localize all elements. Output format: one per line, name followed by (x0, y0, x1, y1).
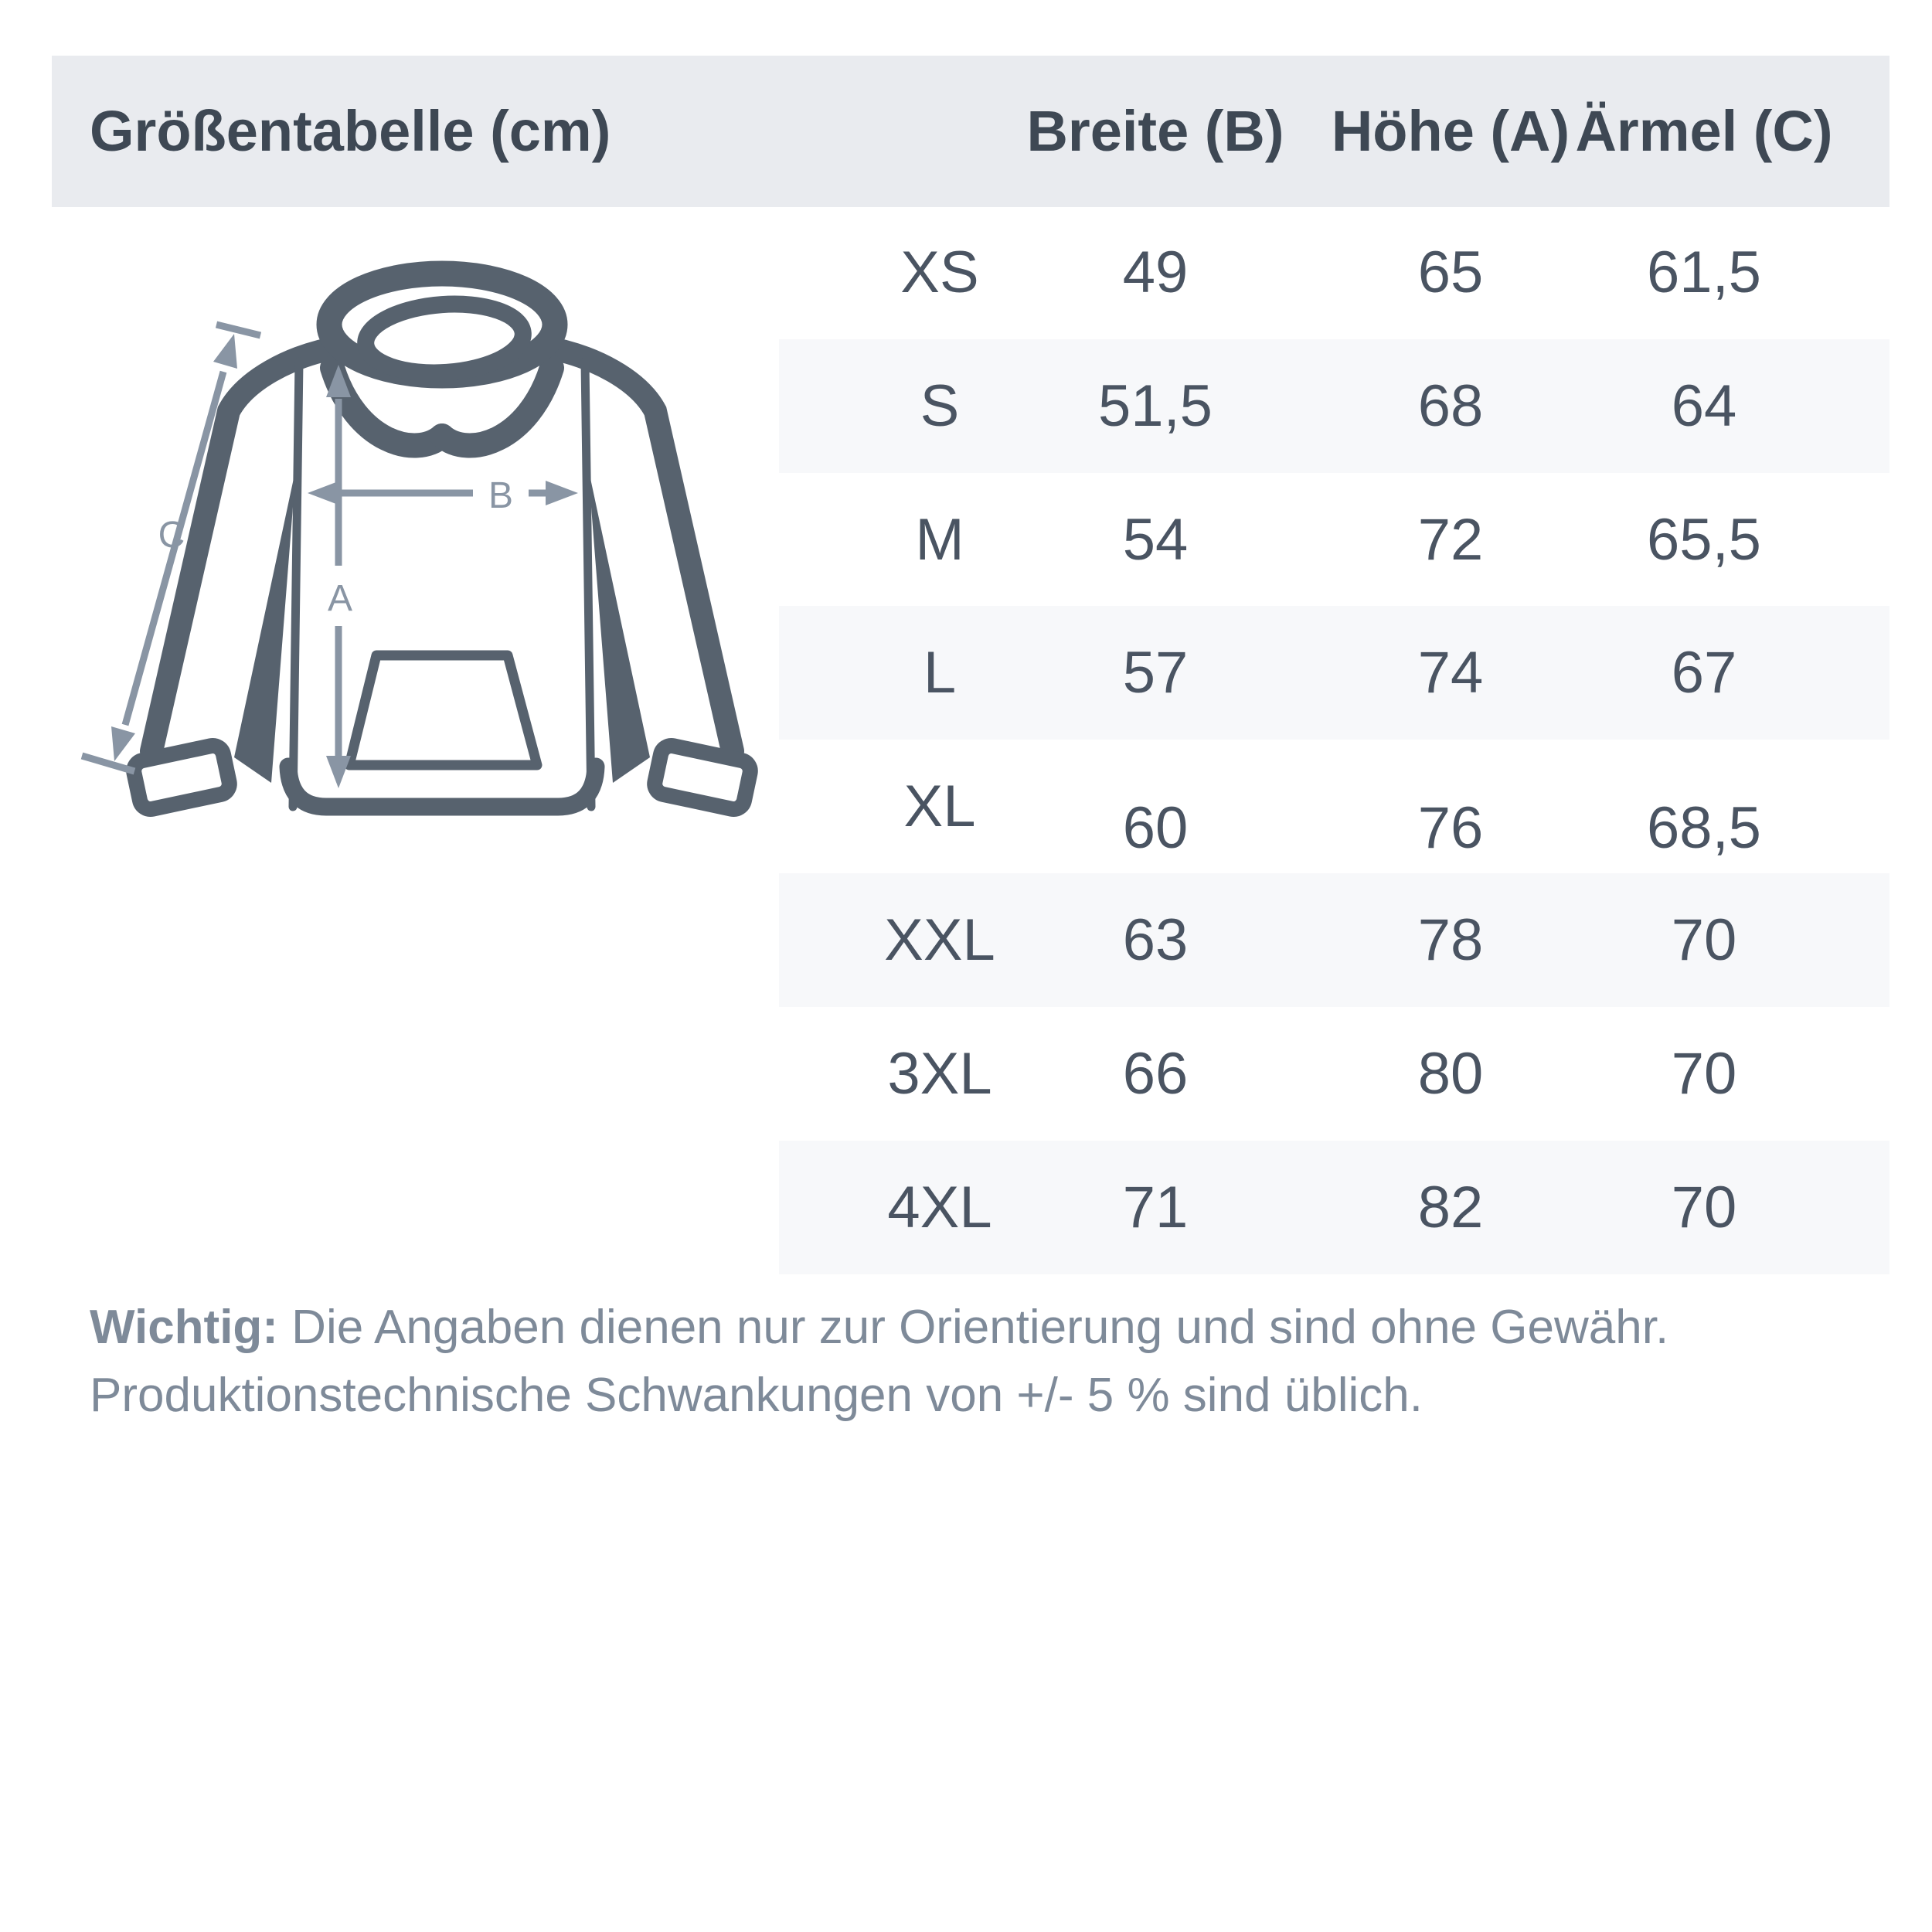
value-breite: 71 (1122, 1174, 1189, 1240)
value-hoehe: 72 (1417, 506, 1484, 573)
size-label: L (923, 640, 957, 706)
value-breite: 57 (1122, 640, 1189, 706)
hoodie-left-armpit-seam (234, 468, 296, 783)
value-hoehe: 82 (1417, 1174, 1484, 1240)
value-breite: 51,5 (1098, 372, 1213, 439)
measure-label-c: C (158, 515, 185, 556)
arrow-down-left-icon (111, 726, 135, 761)
value-hoehe: 65 (1417, 240, 1484, 305)
value-aermel: 68,5 (1647, 795, 1761, 862)
value-aermel: 64 (1671, 372, 1737, 439)
table-row (0, 1141, 1932, 1274)
size-label: M (915, 506, 964, 573)
column-header-breite: Breite (B) (1026, 99, 1284, 163)
disclaimer (90, 1294, 1883, 1430)
size-label: XL (903, 774, 976, 840)
page-title: Größentabelle (cm) (90, 99, 611, 163)
arrow-down-icon (326, 756, 351, 788)
size-label: S (920, 372, 960, 439)
hoodie-right-sleeve (540, 346, 733, 751)
size-label: 4XL (887, 1174, 992, 1240)
value-aermel: 70 (1671, 907, 1737, 973)
value-hoehe: 74 (1417, 640, 1484, 706)
value-hoehe: 78 (1417, 907, 1484, 973)
measure-label-a: A (327, 578, 353, 619)
value-aermel: 67 (1671, 640, 1737, 706)
hoodie-hood-inner-ring (363, 299, 526, 378)
disclaimer-line-1-text: Die Angaben dienen nur zur Orientierung und sind ohne Gewähr. (277, 1301, 1669, 1354)
hoodie-pocket (349, 655, 537, 765)
disclaimer-bold: Wichtig: (90, 1301, 278, 1354)
arrow-left-icon (308, 481, 340, 505)
disclaimer-line-2: Produktionstechnische Schwankungen von +/- 5 % sind üblich. (90, 1369, 1423, 1422)
size-label: 3XL (887, 1040, 992, 1107)
value-aermel: 65,5 (1647, 506, 1761, 573)
measure-c-tick-top (216, 325, 260, 335)
arrow-right-icon (546, 481, 578, 505)
value-aermel: 61,5 (1647, 240, 1761, 305)
column-header-aermel: Ärmel (C) (1575, 99, 1833, 163)
hoodie-body-right-seam (585, 362, 591, 807)
value-aermel: 70 (1671, 1174, 1737, 1240)
disclaimer-line-1 (90, 1294, 1883, 1362)
hoodie-right-cuff (653, 743, 753, 811)
arrow-up-right-icon (213, 334, 237, 369)
hoodie-diagram (46, 216, 788, 866)
value-hoehe: 80 (1417, 1040, 1484, 1107)
value-breite: 54 (1122, 506, 1189, 573)
hoodie-left-cuff (132, 743, 232, 811)
value-breite: 49 (1122, 240, 1189, 305)
hoodie-body-left-seam (293, 362, 299, 807)
hoodie-right-armpit-seam (588, 468, 650, 783)
table-row (0, 873, 1932, 1007)
table-row (0, 1007, 1932, 1141)
column-header-hoehe: Höhe (A) (1331, 99, 1570, 163)
measure-label-b: B (488, 475, 514, 516)
value-hoehe: 68 (1417, 372, 1484, 439)
size-label: XXL (884, 907, 995, 973)
table-header (52, 56, 1889, 207)
size-label: XS (900, 240, 979, 305)
measure-c-tick-bottom (82, 756, 134, 771)
value-breite: 60 (1122, 795, 1189, 862)
value-breite: 66 (1122, 1040, 1189, 1107)
value-aermel: 70 (1671, 1040, 1737, 1107)
value-hoehe: 76 (1417, 795, 1484, 862)
value-breite: 63 (1122, 907, 1189, 973)
